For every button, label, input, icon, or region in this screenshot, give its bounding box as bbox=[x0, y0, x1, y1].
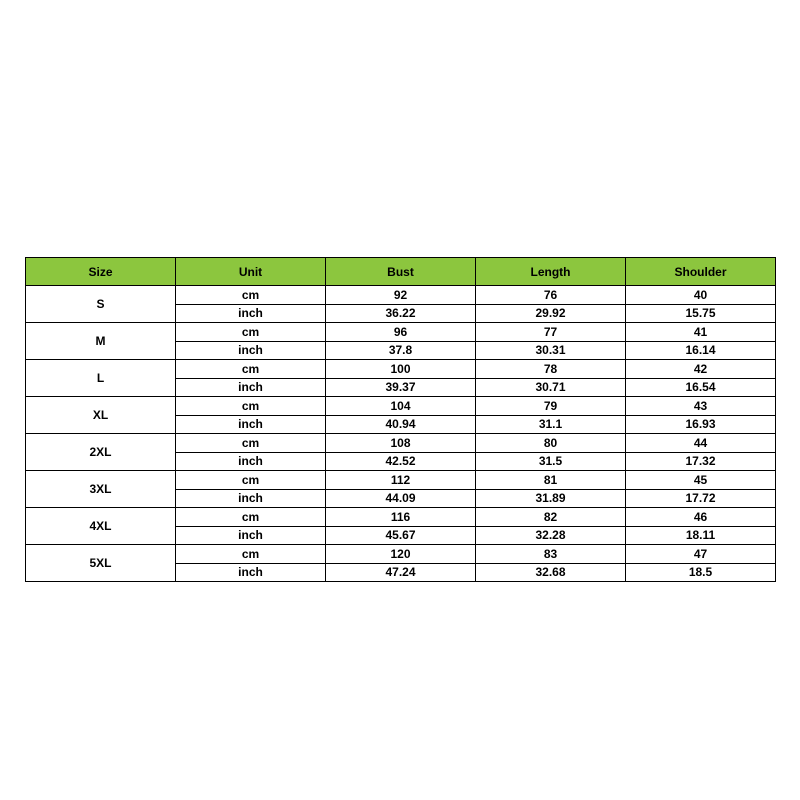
bust-cell: 44.09 bbox=[326, 489, 476, 508]
shoulder-cell: 15.75 bbox=[626, 304, 776, 323]
shoulder-cell: 18.5 bbox=[626, 563, 776, 582]
size-cell: S bbox=[26, 286, 176, 323]
length-cell: 81 bbox=[476, 471, 626, 490]
shoulder-cell: 17.32 bbox=[626, 452, 776, 471]
bust-cell: 40.94 bbox=[326, 415, 476, 434]
length-cell: 31.1 bbox=[476, 415, 626, 434]
bust-cell: 100 bbox=[326, 360, 476, 379]
length-cell: 82 bbox=[476, 508, 626, 527]
header-unit: Unit bbox=[176, 258, 326, 286]
size-cell: 2XL bbox=[26, 434, 176, 471]
unit-cell: inch bbox=[176, 341, 326, 360]
length-cell: 77 bbox=[476, 323, 626, 342]
unit-cell: cm bbox=[176, 545, 326, 564]
size-chart-table bbox=[25, 257, 776, 582]
length-cell: 31.89 bbox=[476, 489, 626, 508]
unit-cell: cm bbox=[176, 397, 326, 416]
length-cell: 30.71 bbox=[476, 378, 626, 397]
table-row bbox=[26, 471, 776, 490]
unit-cell: inch bbox=[176, 563, 326, 582]
bust-cell: 39.37 bbox=[326, 378, 476, 397]
table-row bbox=[26, 323, 776, 342]
bust-cell: 42.52 bbox=[326, 452, 476, 471]
unit-cell: cm bbox=[176, 323, 326, 342]
unit-cell: inch bbox=[176, 489, 326, 508]
bust-cell: 96 bbox=[326, 323, 476, 342]
bust-cell: 37.8 bbox=[326, 341, 476, 360]
length-cell: 32.68 bbox=[476, 563, 626, 582]
unit-cell: cm bbox=[176, 508, 326, 527]
length-cell: 78 bbox=[476, 360, 626, 379]
size-cell: 4XL bbox=[26, 508, 176, 545]
table-body bbox=[26, 286, 776, 582]
unit-cell: inch bbox=[176, 304, 326, 323]
length-cell: 83 bbox=[476, 545, 626, 564]
length-cell: 30.31 bbox=[476, 341, 626, 360]
bust-cell: 92 bbox=[326, 286, 476, 305]
length-cell: 31.5 bbox=[476, 452, 626, 471]
unit-cell: inch bbox=[176, 526, 326, 545]
header-length: Length bbox=[476, 258, 626, 286]
unit-cell: inch bbox=[176, 378, 326, 397]
bust-cell: 45.67 bbox=[326, 526, 476, 545]
unit-cell: cm bbox=[176, 434, 326, 453]
shoulder-cell: 41 bbox=[626, 323, 776, 342]
header-bust: Bust bbox=[326, 258, 476, 286]
shoulder-cell: 44 bbox=[626, 434, 776, 453]
shoulder-cell: 45 bbox=[626, 471, 776, 490]
header-shoulder: Shoulder bbox=[626, 258, 776, 286]
bust-cell: 36.22 bbox=[326, 304, 476, 323]
shoulder-cell: 47 bbox=[626, 545, 776, 564]
unit-cell: cm bbox=[176, 471, 326, 490]
size-cell: M bbox=[26, 323, 176, 360]
table-row bbox=[26, 545, 776, 564]
shoulder-cell: 43 bbox=[626, 397, 776, 416]
shoulder-cell: 46 bbox=[626, 508, 776, 527]
table-row bbox=[26, 286, 776, 305]
bust-cell: 104 bbox=[326, 397, 476, 416]
size-cell: 5XL bbox=[26, 545, 176, 582]
table-row bbox=[26, 508, 776, 527]
table-row bbox=[26, 360, 776, 379]
bust-cell: 47.24 bbox=[326, 563, 476, 582]
unit-cell: cm bbox=[176, 286, 326, 305]
unit-cell: inch bbox=[176, 452, 326, 471]
table-header bbox=[26, 258, 776, 286]
shoulder-cell: 40 bbox=[626, 286, 776, 305]
length-cell: 76 bbox=[476, 286, 626, 305]
shoulder-cell: 42 bbox=[626, 360, 776, 379]
unit-cell: cm bbox=[176, 360, 326, 379]
size-cell: XL bbox=[26, 397, 176, 434]
length-cell: 80 bbox=[476, 434, 626, 453]
table-row bbox=[26, 434, 776, 453]
length-cell: 79 bbox=[476, 397, 626, 416]
size-cell: 3XL bbox=[26, 471, 176, 508]
shoulder-cell: 16.14 bbox=[626, 341, 776, 360]
shoulder-cell: 18.11 bbox=[626, 526, 776, 545]
shoulder-cell: 16.93 bbox=[626, 415, 776, 434]
header-row bbox=[26, 258, 776, 286]
bust-cell: 108 bbox=[326, 434, 476, 453]
bust-cell: 116 bbox=[326, 508, 476, 527]
bust-cell: 112 bbox=[326, 471, 476, 490]
bust-cell: 120 bbox=[326, 545, 476, 564]
shoulder-cell: 17.72 bbox=[626, 489, 776, 508]
size-cell: L bbox=[26, 360, 176, 397]
unit-cell: inch bbox=[176, 415, 326, 434]
table-row bbox=[26, 397, 776, 416]
header-size: Size bbox=[26, 258, 176, 286]
length-cell: 29.92 bbox=[476, 304, 626, 323]
length-cell: 32.28 bbox=[476, 526, 626, 545]
shoulder-cell: 16.54 bbox=[626, 378, 776, 397]
